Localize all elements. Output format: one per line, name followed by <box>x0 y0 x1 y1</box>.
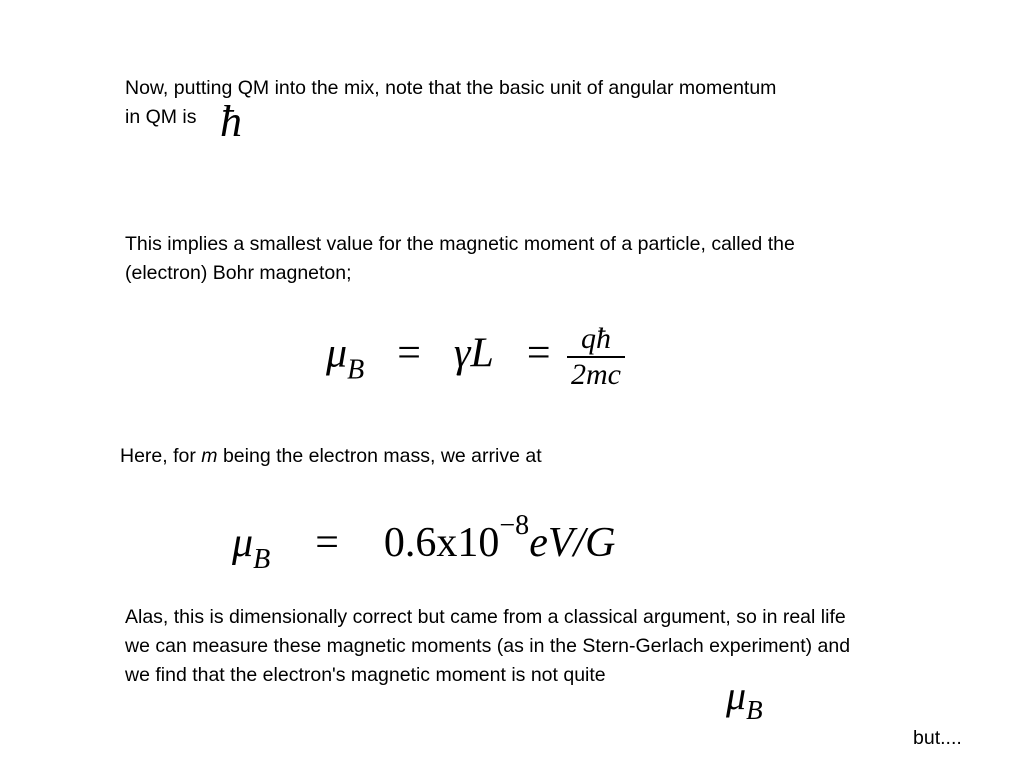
fraction <box>567 322 625 392</box>
electron-mass-paragraph <box>120 442 542 471</box>
mantissa: 0.6x10 <box>383 520 500 566</box>
mu-symbol: μ <box>726 673 747 718</box>
electron-mass-before: Here, for <box>120 445 196 467</box>
closing-text: but.... <box>913 727 962 749</box>
alas-line-2: we can measure these magnetic moments (as in the Stern-Gerlach experiment) and <box>125 635 851 657</box>
intro-line-2: in QM is <box>125 106 197 128</box>
mu-b-inline <box>726 673 763 725</box>
exponent: −8 <box>499 510 530 541</box>
mu-symbol: μ <box>326 330 348 377</box>
equals-sign: = <box>315 520 339 566</box>
electron-mass-after: being the electron mass, we arrive at <box>222 445 542 467</box>
fraction-denominator: 2mc <box>571 358 621 391</box>
bohr-paragraph <box>125 230 795 288</box>
subscript-b: B <box>253 544 271 575</box>
mass-variable: m <box>201 445 218 467</box>
equals-sign-2: = <box>526 330 551 377</box>
bohr-line-1: This implies a smallest value for the magnetic moment of a particle, called the <box>125 233 795 255</box>
equals-sign: = <box>397 330 421 377</box>
bohr-line-2: (electron) Bohr magneton; <box>125 262 352 284</box>
hbar-symbol: ħ <box>220 97 242 146</box>
alas-line-1: Alas, this is dimensionally correct but came from a classical argument, so in real life <box>125 606 846 628</box>
units: eV/G <box>529 520 616 566</box>
mu-symbol: μ <box>232 520 254 566</box>
subscript-b: B <box>347 354 365 386</box>
gamma-l: γL <box>453 330 494 377</box>
subscript-b: B <box>746 695 763 725</box>
bohr-magneton-equation <box>326 322 625 392</box>
bohr-magneton-value-equation <box>232 512 615 574</box>
fraction-numerator: qħ <box>567 322 625 358</box>
alas-line-3: we find that the electron's magnetic moment is not quite <box>125 664 606 686</box>
intro-line-1: Now, putting QM into the mix, note that the basic unit of angular momentum <box>125 77 777 99</box>
